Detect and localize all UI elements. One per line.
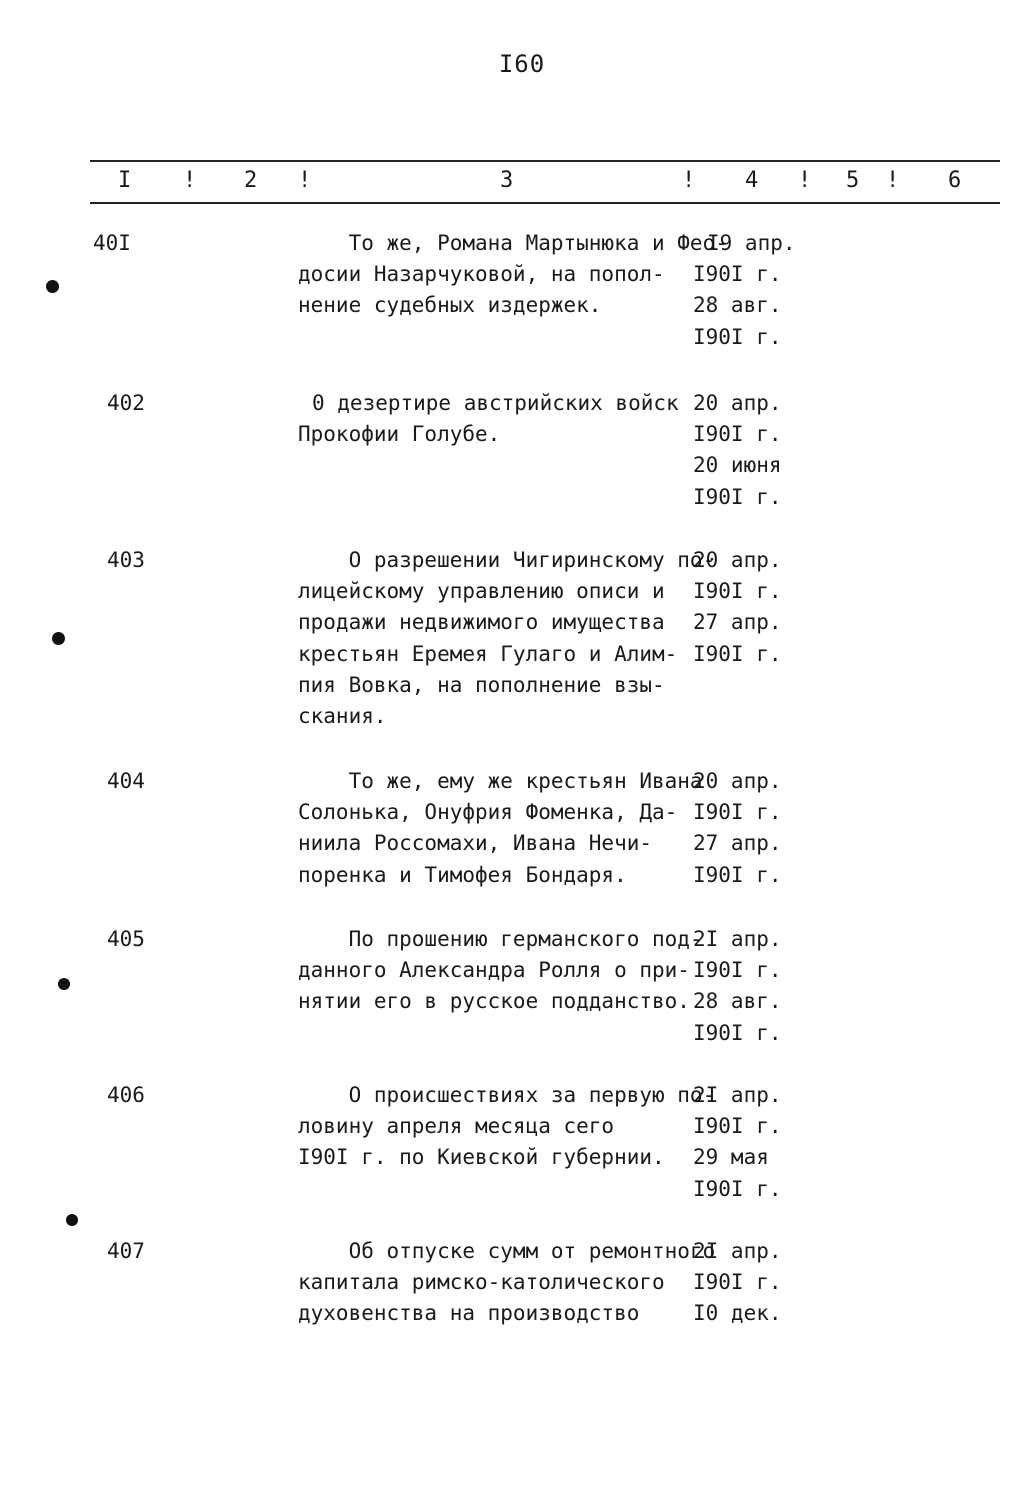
description-line: скания. — [298, 704, 387, 729]
entry-dates — [693, 924, 803, 1049]
date-line: 20 апр. — [693, 391, 782, 415]
date-line: 20 апр. — [693, 548, 782, 572]
binder-hole-mark — [46, 280, 59, 293]
entry-dates — [693, 766, 803, 891]
table-header-rule — [90, 202, 1000, 204]
description-line: данного Александра Ролля о при- — [298, 958, 690, 983]
date-line: I90I г. — [693, 262, 782, 287]
description-line: Солонька, Онуфрия Фоменка, Да- — [298, 800, 678, 825]
column-separator: ! — [798, 168, 812, 193]
entry-description-rest — [298, 419, 698, 450]
column-separator: ! — [183, 168, 197, 193]
entry-number: 406 — [107, 1083, 145, 1107]
binder-hole-mark — [52, 632, 65, 645]
entry-number: 407 — [107, 1239, 145, 1263]
description-line: То же, Романа Мартынюка и Фео- — [298, 231, 728, 255]
date-line: 28 авг. — [693, 989, 782, 1014]
column-separator: ! — [298, 168, 312, 193]
date-line: I0 дек. — [693, 1301, 782, 1326]
column-separator: ! — [886, 168, 900, 193]
entry-description — [298, 1080, 716, 1174]
description-line: О происшествиях за первую по- — [298, 1083, 716, 1107]
entry-number: 40I — [93, 231, 131, 255]
date-line: I90I г. — [693, 579, 782, 604]
description-line: 0 дезертире австрийских войск — [312, 391, 679, 415]
entry-number: 402 — [107, 391, 145, 415]
page-number: I60 — [498, 50, 546, 78]
description-line: крестьян Еремея Гулаго и Алим- — [298, 641, 678, 666]
date-line: 2I апр. — [693, 1083, 782, 1107]
date-line: 2I апр. — [693, 927, 782, 951]
description-line: То же, ему же крестьян Ивана — [298, 769, 703, 793]
binder-hole-mark — [66, 1214, 78, 1226]
date-line: 27 апр. — [693, 831, 782, 856]
date-line: 27 апр. — [693, 610, 782, 635]
description-line: О разрешении Чигиринскому по- — [298, 548, 716, 572]
description-line: продажи недвижимого имущества — [298, 610, 665, 635]
entry-dates — [693, 1236, 803, 1330]
date-line: I90I г. — [693, 800, 782, 825]
entry-description — [298, 766, 703, 891]
entry-dates-rest — [693, 259, 803, 353]
column-header-5: 5 — [846, 168, 860, 193]
column-header-1: I — [118, 168, 132, 193]
date-line: I90I г. — [693, 862, 782, 887]
entry-number: 405 — [107, 927, 145, 951]
date-line: I90I г. — [693, 422, 782, 447]
binder-hole-mark — [58, 978, 70, 990]
date-line: 28 авг. — [693, 293, 782, 318]
description-line: духовенства на производство — [298, 1301, 640, 1326]
entry-dates — [693, 1080, 803, 1205]
description-line: Об отпуске сумм от ремонтного — [298, 1239, 716, 1263]
column-header-3: 3 — [500, 168, 514, 193]
entry-number: 403 — [107, 548, 145, 572]
description-line: Прокофии Голубе. — [298, 422, 501, 447]
date-line: I90I г. — [693, 1114, 782, 1139]
description-line: ловину апреля месяца сего — [298, 1114, 615, 1139]
entry-description — [298, 545, 716, 732]
date-line: I90I г. — [693, 1270, 782, 1295]
date-line: I90I г. — [693, 324, 782, 349]
date-line: 20 апр. — [693, 769, 782, 793]
description-line: досии Назарчуковой, на попол- — [298, 262, 665, 287]
description-line: лицейскому управлению описи и — [298, 579, 665, 604]
entry-description — [312, 388, 712, 419]
column-header-6: 6 — [948, 168, 962, 193]
date-line: I90I г. — [693, 641, 782, 666]
entry-description — [298, 1236, 716, 1330]
date-line: I90I г. — [693, 958, 782, 983]
description-line: ниила Россомахи, Ивана Нечи- — [298, 831, 653, 856]
entry-description — [298, 924, 703, 1018]
description-line: капитала римско-католического — [298, 1270, 665, 1295]
entry-dates — [707, 228, 817, 259]
column-separator: ! — [682, 168, 696, 193]
date-line: I90I г. — [693, 1020, 782, 1045]
description-line: поренка и Тимофея Бондаря. — [298, 862, 627, 887]
entry-number: 404 — [107, 769, 145, 793]
description-line: По прошению германского под- — [298, 927, 703, 951]
description-line: нятии его в русское подданство. — [298, 989, 690, 1014]
date-line: 29 мая — [693, 1145, 769, 1170]
column-header-2: 2 — [244, 168, 258, 193]
date-line: I90I г. — [693, 1176, 782, 1201]
description-line: I90I г. по Киевской губернии. — [298, 1145, 665, 1170]
date-line: I90I г. — [693, 484, 782, 509]
description-line: нение судебных издержек. — [298, 293, 602, 318]
entry-dates — [693, 545, 803, 670]
date-line: I9 апр. — [707, 231, 796, 255]
description-line: пия Вовка, на пополнение взы- — [298, 672, 665, 697]
date-line: 2I апр. — [693, 1239, 782, 1263]
date-line: 20 июня — [693, 453, 782, 478]
table-top-rule — [90, 160, 1000, 162]
entry-description — [298, 228, 728, 322]
entry-dates — [693, 388, 803, 513]
column-header-4: 4 — [745, 168, 759, 193]
